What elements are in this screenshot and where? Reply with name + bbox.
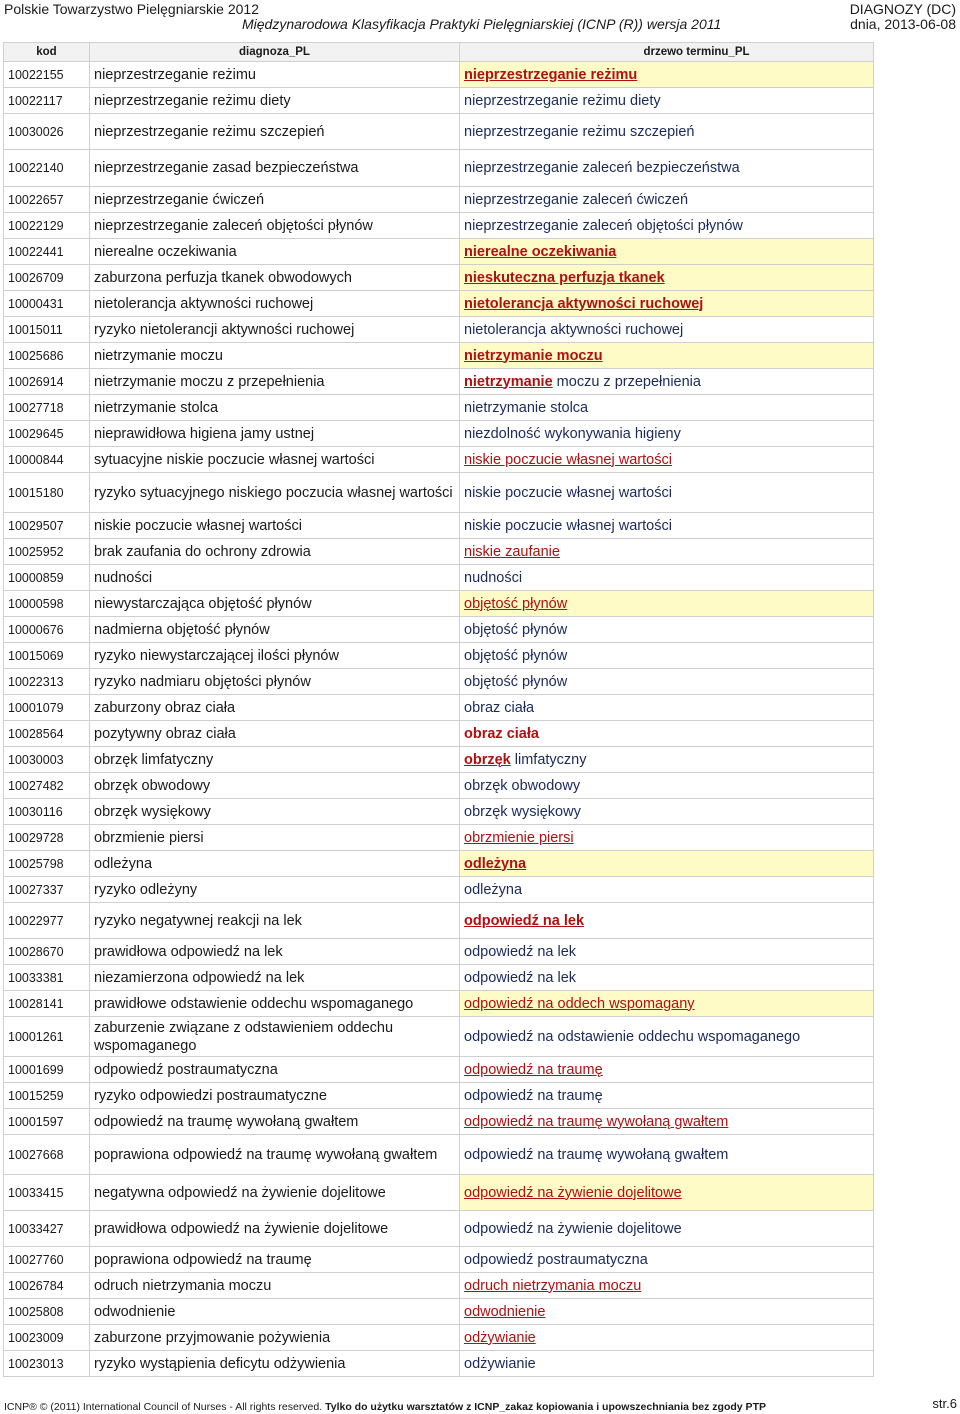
- term-segment: nieprzestrzeganie reżimu diety: [464, 92, 661, 109]
- cell-term-tree: [460, 617, 874, 643]
- cell-term-tree: [460, 1211, 874, 1247]
- cell-code: 10000859: [4, 565, 90, 591]
- term-segment: odruch nietrzymania moczu: [464, 1277, 642, 1294]
- cell-diagnosis: odleżyna: [90, 851, 460, 877]
- cell-code: 10027668: [4, 1135, 90, 1175]
- cell-code: 10026914: [4, 369, 90, 395]
- cell-term-tree: [460, 965, 874, 991]
- cell-diagnosis: nieprzestrzeganie ćwiczeń: [90, 187, 460, 213]
- table-row: [4, 88, 874, 114]
- cell-code: 10000598: [4, 591, 90, 617]
- cell-diagnosis: prawidłowa odpowiedź na żywienie dojelitowe: [90, 1211, 460, 1247]
- table-row: [4, 1351, 874, 1377]
- cell-diagnosis: niskie poczucie własnej wartości: [90, 513, 460, 539]
- term-segment: moczu z przepełnienia: [552, 373, 701, 390]
- table-row: [4, 1299, 874, 1325]
- term-segment: obraz ciała: [464, 725, 539, 742]
- cell-code: 10028564: [4, 721, 90, 747]
- cell-diagnosis: odruch nietrzymania moczu: [90, 1273, 460, 1299]
- cell-code: 10022977: [4, 903, 90, 939]
- term-segment: odpowiedź postraumatyczna: [464, 1251, 648, 1268]
- term-segment: odpowiedź na oddech wspomagany: [464, 995, 695, 1012]
- cell-term-tree: [460, 513, 874, 539]
- cell-term-tree: [460, 1351, 874, 1377]
- cell-diagnosis: ryzyko niewystarczającej ilości płynów: [90, 643, 460, 669]
- term-segment: nudności: [464, 569, 523, 586]
- cell-diagnosis: ryzyko nadmiaru objętości płynów: [90, 669, 460, 695]
- cell-diagnosis: obrzęk obwodowy: [90, 773, 460, 799]
- cell-term-tree: [460, 643, 874, 669]
- table-row: [4, 1211, 874, 1247]
- cell-code: 10001079: [4, 695, 90, 721]
- cell-code: 10027760: [4, 1247, 90, 1273]
- cell-diagnosis: poprawiona odpowiedź na traumę: [90, 1247, 460, 1273]
- cell-diagnosis: niezamierzona odpowiedź na lek: [90, 965, 460, 991]
- table-row: [4, 591, 874, 617]
- table-row: [4, 473, 874, 513]
- cell-diagnosis: negatywna odpowiedź na żywienie dojelitowe: [90, 1175, 460, 1211]
- table-row: [4, 991, 874, 1017]
- cell-term-tree: [460, 114, 874, 150]
- cell-term-tree: [460, 825, 874, 851]
- usage-notice: Tylko do użytku warsztatów z ICNP_zakaz kopiowania i upowszechniania bez zgody PTP: [325, 1401, 766, 1413]
- table-row: [4, 1325, 874, 1351]
- term-segment: nietrzymanie stolca: [464, 399, 589, 416]
- cell-diagnosis: obrzmienie piersi: [90, 825, 460, 851]
- cell-diagnosis: ryzyko sytuacyjnego niskiego poczucia własnej wartości: [90, 473, 460, 513]
- cell-term-tree: [460, 1109, 874, 1135]
- cell-code: 10023013: [4, 1351, 90, 1377]
- cell-diagnosis: nierealne oczekiwania: [90, 239, 460, 265]
- table-row: [4, 877, 874, 903]
- cell-term-tree: [460, 747, 874, 773]
- cell-code: 10026709: [4, 265, 90, 291]
- term-segment: odwodnienie: [464, 1303, 546, 1320]
- table-row: [4, 150, 874, 187]
- cell-code: 10033381: [4, 965, 90, 991]
- table-row: [4, 447, 874, 473]
- table-row: [4, 1175, 874, 1211]
- cell-code: 10026784: [4, 1273, 90, 1299]
- document-subtitle: Międzynarodowa Klasyfikacja Praktyki Pielęgniarskiej (ICNP (R)) wersja 2011: [242, 16, 722, 32]
- table-row: [4, 187, 874, 213]
- cell-code: 10022129: [4, 213, 90, 239]
- cell-term-tree: [460, 1057, 874, 1083]
- cell-term-tree: [460, 88, 874, 114]
- cell-term-tree: [460, 473, 874, 513]
- cell-diagnosis: nietrzymanie moczu z przepełnienia: [90, 369, 460, 395]
- cell-term-tree: [460, 1083, 874, 1109]
- cell-diagnosis: odwodnienie: [90, 1299, 460, 1325]
- term-segment: obrzęk wysiękowy: [464, 803, 581, 820]
- cell-diagnosis: nieprawidłowa higiena jamy ustnej: [90, 421, 460, 447]
- cell-diagnosis: nieprzestrzeganie reżimu szczepień: [90, 114, 460, 150]
- cell-diagnosis: nietolerancja aktywności ruchowej: [90, 291, 460, 317]
- table-row: [4, 213, 874, 239]
- cell-term-tree: [460, 565, 874, 591]
- cell-diagnosis: nudności: [90, 565, 460, 591]
- cell-diagnosis: ryzyko nietolerancji aktywności ruchowej: [90, 317, 460, 343]
- cell-term-tree: [460, 369, 874, 395]
- cell-code: 10001261: [4, 1017, 90, 1057]
- cell-code: 10027337: [4, 877, 90, 903]
- table-row: [4, 1057, 874, 1083]
- cell-code: 10033427: [4, 1211, 90, 1247]
- table-row: [4, 395, 874, 421]
- table-row: [4, 1247, 874, 1273]
- cell-term-tree: [460, 539, 874, 565]
- cell-code: 10022657: [4, 187, 90, 213]
- term-segment: nieprzestrzeganie reżimu: [464, 66, 638, 83]
- cell-code: 10015069: [4, 643, 90, 669]
- table-row: [4, 265, 874, 291]
- cell-diagnosis: nietrzymanie stolca: [90, 395, 460, 421]
- cell-term-tree: [460, 877, 874, 903]
- cell-diagnosis: ryzyko negatywnej reakcji na lek: [90, 903, 460, 939]
- table-row: [4, 1109, 874, 1135]
- table-row: [4, 421, 874, 447]
- cell-code: 10025952: [4, 539, 90, 565]
- cell-term-tree: [460, 265, 874, 291]
- table-body: [4, 62, 874, 1377]
- term-segment: objętość płynów: [464, 647, 568, 664]
- cell-term-tree: [460, 991, 874, 1017]
- table-row: [4, 825, 874, 851]
- cell-diagnosis: sytuacyjne niskie poczucie własnej wartości: [90, 447, 460, 473]
- cell-code: 10028141: [4, 991, 90, 1017]
- cell-code: 10022313: [4, 669, 90, 695]
- term-segment: objętość płynów: [464, 595, 568, 612]
- cell-code: 10029645: [4, 421, 90, 447]
- cell-term-tree: [460, 1135, 874, 1175]
- cell-code: 10015180: [4, 473, 90, 513]
- cell-diagnosis: ryzyko odpowiedzi postraumatyczne: [90, 1083, 460, 1109]
- cell-diagnosis: zaburzenie związane z odstawieniem oddechu wspomaganego: [90, 1017, 460, 1057]
- cell-term-tree: [460, 1175, 874, 1211]
- cell-term-tree: [460, 343, 874, 369]
- cell-code: 10027482: [4, 773, 90, 799]
- cell-code: 10023009: [4, 1325, 90, 1351]
- table-row: [4, 1083, 874, 1109]
- cell-code: 10029507: [4, 513, 90, 539]
- cell-code: 10025808: [4, 1299, 90, 1325]
- cell-diagnosis: prawidłowa odpowiedź na lek: [90, 939, 460, 965]
- table-row: [4, 239, 874, 265]
- cell-code: 10022140: [4, 150, 90, 187]
- term-segment: nieskuteczna perfuzja tkanek: [464, 269, 665, 286]
- cell-code: 10030003: [4, 747, 90, 773]
- column-header-drzewo: drzewo terminu_PL: [460, 43, 874, 62]
- cell-diagnosis: nieprzestrzeganie reżimu: [90, 62, 460, 88]
- section-title: DIAGNOZY (DC): [849, 1, 956, 17]
- column-header-diagnoza: diagnoza_PL: [90, 43, 460, 62]
- footer-copyright: [4, 1401, 766, 1413]
- cell-code: 10001597: [4, 1109, 90, 1135]
- cell-term-tree: [460, 213, 874, 239]
- term-segment: nieprzestrzeganie zaleceń objętości płynów: [464, 217, 743, 234]
- term-segment: obrzmienie piersi: [464, 829, 574, 846]
- cell-diagnosis: prawidłowe odstawienie oddechu wspomaganego: [90, 991, 460, 1017]
- cell-term-tree: [460, 669, 874, 695]
- document-date: dnia, 2013-06-08: [850, 16, 956, 32]
- cell-term-tree: [460, 799, 874, 825]
- term-segment: obrzęk: [464, 751, 511, 768]
- cell-code: 10022155: [4, 62, 90, 88]
- term-segment: nieprzestrzeganie zaleceń ćwiczeń: [464, 191, 689, 208]
- table-row: [4, 721, 874, 747]
- cell-code: 10027718: [4, 395, 90, 421]
- cell-diagnosis: zaburzone przyjmowanie pożywienia: [90, 1325, 460, 1351]
- cell-diagnosis: pozytywny obraz ciała: [90, 721, 460, 747]
- term-segment: odpowiedź na żywienie dojelitowe: [464, 1184, 682, 1201]
- table-row: [4, 939, 874, 965]
- cell-term-tree: [460, 1325, 874, 1351]
- table-row: [4, 799, 874, 825]
- term-segment: nieprzestrzeganie zaleceń bezpieczeństwa: [464, 160, 740, 176]
- term-segment: limfatyczny: [510, 751, 587, 768]
- cell-diagnosis: odpowiedź na traumę wywołaną gwałtem: [90, 1109, 460, 1135]
- term-segment: niezdolność wykonywania higieny: [464, 425, 681, 442]
- cell-diagnosis: nieprzestrzeganie zaleceń objętości płynów: [90, 213, 460, 239]
- term-segment: odpowiedź na lek: [464, 943, 577, 960]
- cell-code: 10033415: [4, 1175, 90, 1211]
- term-segment: niskie poczucie własnej wartości: [464, 484, 672, 501]
- term-segment: odpowiedź na traumę wywołaną gwałtem: [464, 1113, 729, 1130]
- term-segment: niskie poczucie własnej wartości: [464, 451, 672, 468]
- cell-diagnosis: brak zaufania do ochrony zdrowia: [90, 539, 460, 565]
- table-row: [4, 903, 874, 939]
- cell-term-tree: [460, 395, 874, 421]
- cell-term-tree: [460, 62, 874, 88]
- term-segment: odpowiedź na lek: [464, 912, 585, 929]
- cell-code: 10030026: [4, 114, 90, 150]
- cell-term-tree: [460, 1017, 874, 1057]
- cell-diagnosis: zaburzony obraz ciała: [90, 695, 460, 721]
- term-segment: nietrzymanie moczu: [464, 347, 603, 364]
- cell-term-tree: [460, 1299, 874, 1325]
- cell-diagnosis: poprawiona odpowiedź na traumę wywołaną gwałtem: [90, 1135, 460, 1175]
- cell-code: 10000676: [4, 617, 90, 643]
- table-row: [4, 1135, 874, 1175]
- cell-diagnosis: obrzęk limfatyczny: [90, 747, 460, 773]
- cell-code: 10000431: [4, 291, 90, 317]
- cell-code: 10025686: [4, 343, 90, 369]
- term-segment: odpowiedź na traumę: [464, 1087, 603, 1104]
- cell-diagnosis: nieprzestrzeganie zasad bezpieczeństwa: [90, 150, 460, 187]
- cell-code: 10015011: [4, 317, 90, 343]
- table-row: [4, 114, 874, 150]
- term-segment: objętość płynów: [464, 673, 568, 690]
- table-row: [4, 1273, 874, 1299]
- table-row: [4, 669, 874, 695]
- copyright-text: ICNP® © (2011) International Council of Nurses - All rights reserved.: [4, 1401, 323, 1413]
- term-segment: obraz ciała: [464, 699, 535, 716]
- cell-diagnosis: nadmierna objętość płynów: [90, 617, 460, 643]
- table-header-row: [4, 43, 874, 62]
- table-row: [4, 851, 874, 877]
- cell-code: 10000844: [4, 447, 90, 473]
- cell-term-tree: [460, 187, 874, 213]
- table-row: [4, 643, 874, 669]
- table-row: [4, 695, 874, 721]
- term-segment: niskie zaufanie: [464, 543, 560, 560]
- table-row: [4, 369, 874, 395]
- cell-term-tree: [460, 421, 874, 447]
- table-row: [4, 317, 874, 343]
- cell-term-tree: [460, 150, 874, 187]
- org-name: Polskie Towarzystwo Pielęgniarskie 2012: [4, 1, 259, 17]
- cell-code: 10001699: [4, 1057, 90, 1083]
- term-segment: nietrzymanie: [464, 373, 553, 390]
- cell-code: 10022117: [4, 88, 90, 114]
- term-segment: objętość płynów: [464, 621, 568, 638]
- term-segment: odżywianie: [464, 1329, 536, 1346]
- term-segment: nietolerancja aktywności ruchowej: [464, 295, 704, 312]
- table-row: [4, 539, 874, 565]
- term-segment: odleżyna: [464, 855, 527, 872]
- cell-term-tree: [460, 239, 874, 265]
- term-segment: nietolerancja aktywności ruchowej: [464, 321, 684, 338]
- page-header: [0, 0, 960, 40]
- cell-code: 10030116: [4, 799, 90, 825]
- table-row: [4, 343, 874, 369]
- cell-code: 10028670: [4, 939, 90, 965]
- cell-code: 10025798: [4, 851, 90, 877]
- cell-diagnosis: nieprzestrzeganie reżimu diety: [90, 88, 460, 114]
- cell-term-tree: [460, 447, 874, 473]
- cell-term-tree: [460, 721, 874, 747]
- cell-diagnosis: niewystarczająca objętość płynów: [90, 591, 460, 617]
- table-row: [4, 747, 874, 773]
- term-segment: niskie poczucie własnej wartości: [464, 517, 672, 534]
- term-segment: nieprzestrzeganie reżimu szczepień: [464, 123, 695, 140]
- cell-diagnosis: odpowiedź postraumatyczna: [90, 1057, 460, 1083]
- table-row: [4, 291, 874, 317]
- term-segment: odpowiedź na żywienie dojelitowe: [464, 1220, 682, 1237]
- cell-term-tree: [460, 695, 874, 721]
- term-segment: odpowiedź na traumę: [464, 1061, 603, 1078]
- table-row: [4, 1017, 874, 1057]
- cell-term-tree: [460, 317, 874, 343]
- cell-diagnosis: ryzyko odleżyny: [90, 877, 460, 903]
- term-segment: nierealne oczekiwania: [464, 243, 617, 260]
- term-segment: obrzęk obwodowy: [464, 777, 581, 794]
- cell-diagnosis: nietrzymanie moczu: [90, 343, 460, 369]
- table-row: [4, 773, 874, 799]
- column-header-kod: kod: [4, 43, 90, 62]
- diagnoses-table: [3, 42, 874, 1377]
- table-row: [4, 565, 874, 591]
- cell-diagnosis: ryzyko wystąpienia deficytu odżywienia: [90, 1351, 460, 1377]
- cell-term-tree: [460, 773, 874, 799]
- table-row: [4, 617, 874, 643]
- cell-term-tree: [460, 1247, 874, 1273]
- table-row: [4, 513, 874, 539]
- page-number: str.6: [932, 1396, 957, 1411]
- cell-term-tree: [460, 939, 874, 965]
- cell-diagnosis: zaburzona perfuzja tkanek obwodowych: [90, 265, 460, 291]
- cell-term-tree: [460, 903, 874, 939]
- table-row: [4, 965, 874, 991]
- cell-code: 10015259: [4, 1083, 90, 1109]
- table-row: [4, 62, 874, 88]
- cell-term-tree: [460, 851, 874, 877]
- term-segment: odleżyna: [464, 881, 523, 898]
- term-segment: odpowiedź na lek: [464, 969, 577, 986]
- cell-term-tree: [460, 291, 874, 317]
- term-segment: odpowiedź na traumę wywołaną gwałtem: [464, 1146, 729, 1163]
- cell-term-tree: [460, 1273, 874, 1299]
- cell-diagnosis: obrzęk wysiękowy: [90, 799, 460, 825]
- cell-code: 10022441: [4, 239, 90, 265]
- term-segment: odpowiedź na odstawienie oddechu wspomaganego: [464, 1028, 801, 1045]
- cell-code: 10029728: [4, 825, 90, 851]
- term-segment: odżywianie: [464, 1355, 536, 1372]
- cell-term-tree: [460, 591, 874, 617]
